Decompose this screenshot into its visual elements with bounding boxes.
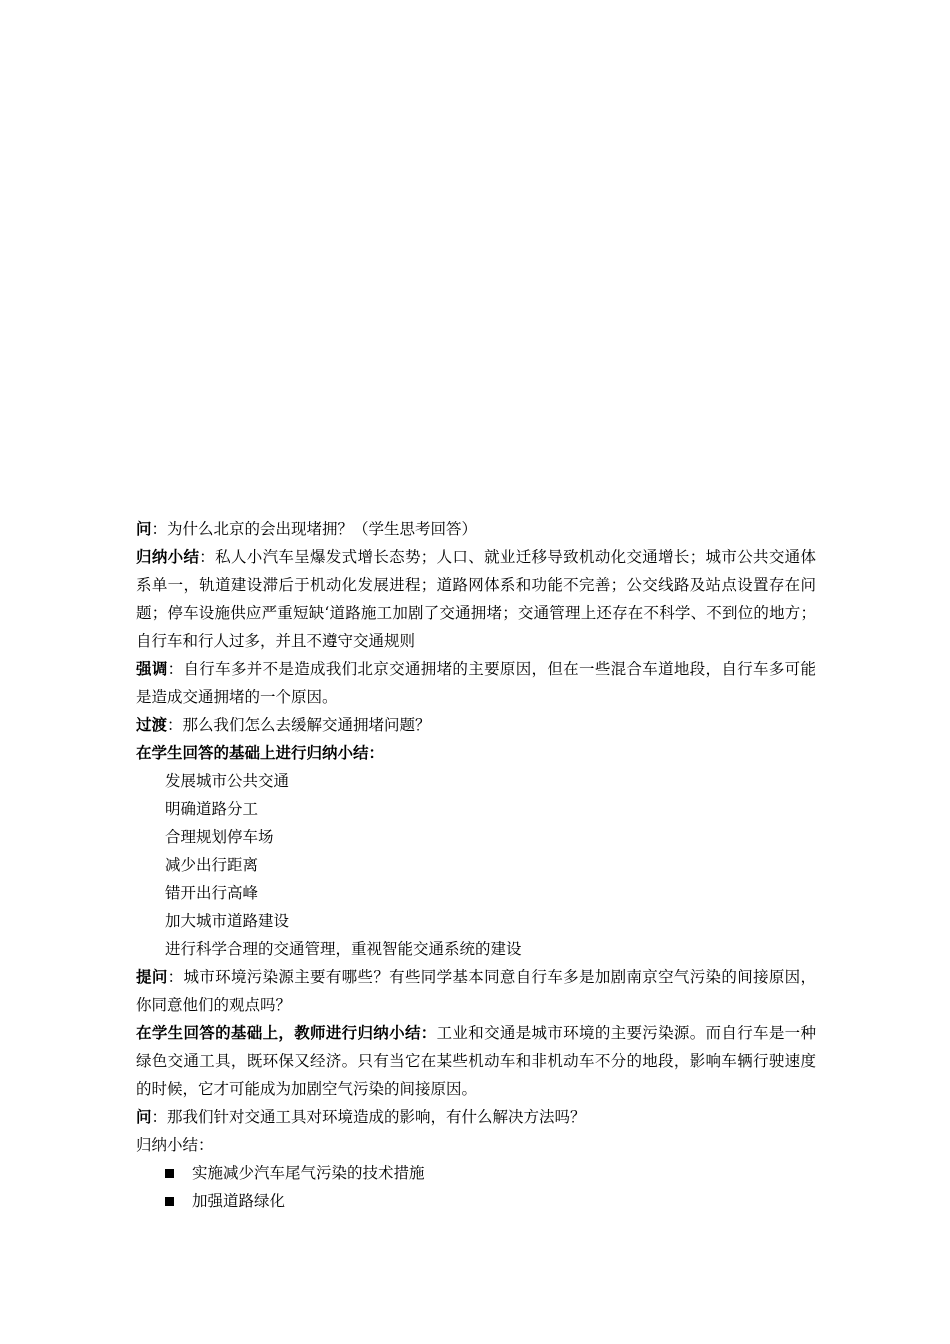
- summary-1: [136, 543, 816, 655]
- list-item: 加大城市道路建设: [165, 912, 290, 930]
- question-3: [136, 1103, 816, 1131]
- list-item: 错开出行高峰: [165, 884, 259, 902]
- list-item: 明确道路分工: [165, 800, 259, 818]
- solutions-list: [136, 1159, 816, 1215]
- square-bullet-icon: [165, 1197, 174, 1206]
- document-body: [136, 515, 816, 1215]
- question-1-text: ：为什么北京的会出现堵拥？（学生思考回答）: [151, 520, 478, 538]
- emphasis-label: 强调: [136, 659, 168, 678]
- summary-1-label: 归纳小结: [136, 547, 200, 566]
- summary-3-text: 工业和交通是城市环境的主要污染源。而自行车是一种绿色交通工具，既环保又经济。只有当它在某些机动车和非机动车不分的地段，影响车辆行驶速度的时候，它才可能成为加剧空气污染的间接原因。: [136, 1024, 816, 1098]
- list-item: [136, 1159, 816, 1187]
- question-1: [136, 515, 816, 543]
- list-item: [136, 1187, 816, 1215]
- transition: [136, 711, 816, 739]
- summary-3: [136, 1019, 816, 1103]
- question-3-label: 问: [136, 1107, 152, 1126]
- list-item: 合理规划停车场: [165, 828, 274, 846]
- square-bullet-icon: [165, 1169, 174, 1178]
- emphasis: [136, 655, 816, 711]
- question-2-label: 提问: [136, 967, 168, 986]
- question-2: [136, 963, 816, 1019]
- summary-1-text: ：私人小汽车呈爆发式增长态势；人口、就业迁移导致机动化交通增长；城市公共交通体系单一，轨道建设滞后于机动化发展进程；道路网体系和功能不完善；公交线路及站点设置存在问题；停车设施供应严重短缺‘道路施工加剧了交通拥堵；交通管理上还存在不科学、不到位的地方；自行车和行人过多，并且不遵守交通规则: [136, 548, 816, 650]
- transition-label: 过渡: [136, 715, 168, 734]
- list-item: 减少出行距离: [165, 856, 259, 874]
- list-item: 进行科学合理的交通管理，重视智能交通系统的建设: [165, 940, 522, 958]
- list-item-text: 实施减少汽车尾气污染的技术措施: [192, 1164, 425, 1182]
- list-item-text: 加强道路绿化: [192, 1192, 286, 1210]
- list-item: 发展城市公共交通: [165, 772, 290, 790]
- summary-4-heading: 归纳小结：: [136, 1136, 214, 1154]
- transition-text: ：那么我们怎么去缓解交通拥堵问题？: [167, 716, 431, 734]
- summary-2-heading: 在学生回答的基础上进行归纳小结：: [136, 743, 385, 762]
- question-2-text: ：城市环境污染源主要有哪些？有些同学基本同意自行车多是加剧南京空气污染的间接原因，你同意他们的观点吗？: [136, 968, 816, 1014]
- summary-3-label: 在学生回答的基础上，教师进行归纳小结：: [136, 1023, 437, 1042]
- emphasis-text: ：自行车多并不是造成我们北京交通拥堵的主要原因，但在一些混合车道地段，自行车多可能是造成交通拥堵的一个原因。: [136, 660, 816, 706]
- measures-list: [136, 767, 816, 963]
- question-1-label: 问: [136, 519, 152, 538]
- question-3-text: ：那我们针对交通工具对环境造成的影响，有什么解决方法吗？: [151, 1108, 586, 1126]
